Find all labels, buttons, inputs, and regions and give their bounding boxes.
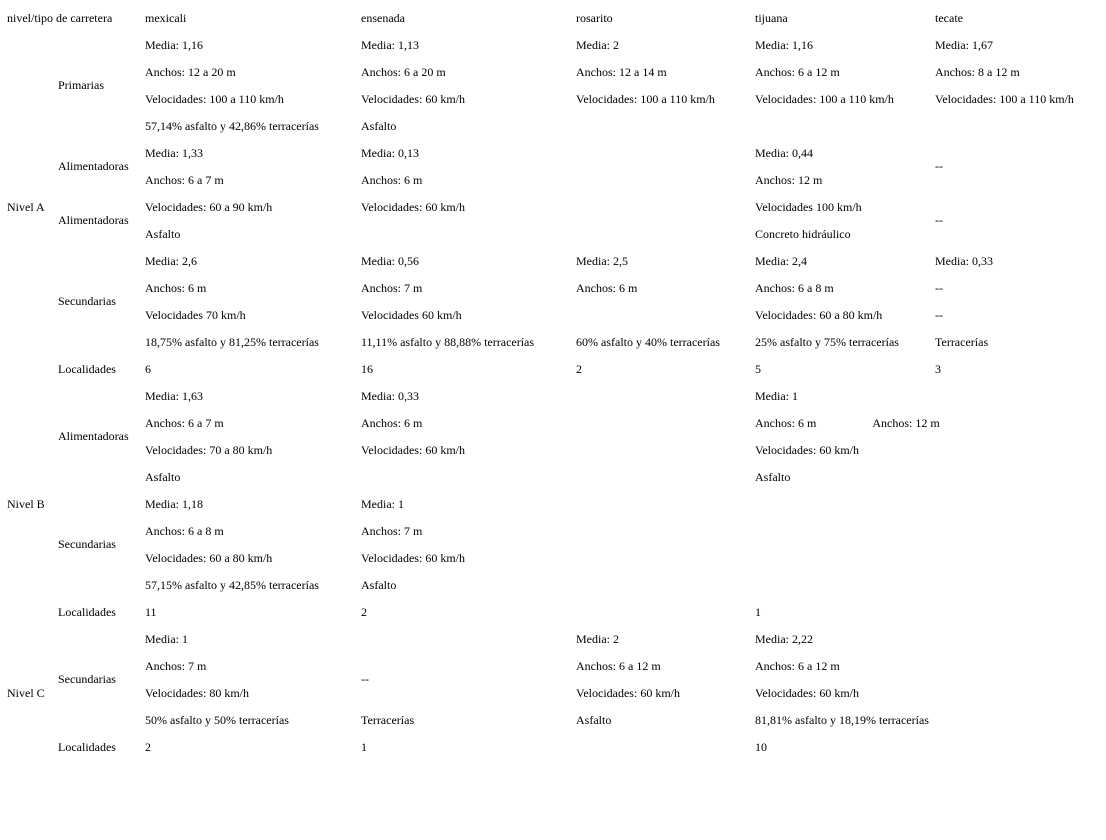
cell-value: Velocidades: 60 km/h [361,551,465,565]
level-label-c: Nivel C [7,686,45,700]
cell-value: Velocidades: 60 a 80 km/h [145,551,273,565]
cell-value: Anchos: 6 a 20 m [361,65,446,79]
cell-value: Anchos: 6 a 12 m [755,65,840,79]
cell-value: 2 [361,605,367,619]
cell-value: 18,75% asfalto y 81,25% terracerías [145,335,319,349]
column-header-mexicali: mexicali [145,11,187,25]
row-label-a-alimentadoras-2: Alimentadoras [58,213,129,227]
cell-value: Velocidades: 80 km/h [145,686,249,700]
cell-value: Asfalto [755,470,791,484]
cell-value: Media: 2,22 [755,632,813,646]
cell-value: Velocidades: 60 a 90 km/h [145,200,273,214]
cell-value: Media: 1,63 [145,389,203,403]
column-header-rosarito: rosarito [576,11,613,25]
cell-value: Anchos: 7 m [145,659,207,673]
cell-value: Media: 2 [576,38,619,52]
cell-value: Velocidades: 60 km/h [361,92,465,106]
cell-value: Velocidades: 60 km/h [755,686,859,700]
cell-value: 5 [755,362,761,376]
cell-value: 1 [361,740,367,754]
cell-value: Media: 0,13 [361,146,419,160]
cell-value: Media: 2,6 [145,254,197,268]
cell-value: 2 [576,362,582,376]
cell-value: Terracerías [361,713,415,727]
cell-value-part: Anchos: 12 m [872,416,940,430]
row-label-c-secundarias: Secundarias [58,672,116,686]
cell-value: 25% asfalto y 75% terracerías [755,335,899,349]
row-label-c-localidades: Localidades [58,740,116,754]
cell-value: 16 [361,362,373,376]
cell-value: Velocidades: 100 a 110 km/h [935,92,1074,106]
cell-value: -- [361,672,369,686]
cell-value: Asfalto [361,578,397,592]
row-label-b-alimentadoras: Alimentadoras [58,429,129,443]
cell-value: Asfalto [145,227,181,241]
cell-value: Velocidades: 100 a 110 km/h [576,92,715,106]
level-label-b: Nivel B [7,497,45,511]
cell-value: Media: 0,44 [755,146,813,160]
cell-value: 3 [935,362,941,376]
cell-value: Asfalto [361,119,397,133]
cell-value: 50% asfalto y 50% terracerías [145,713,289,727]
cell-value: -- [935,213,943,227]
cell-value: Anchos: 6 a 7 m [145,173,224,187]
cell-value: Velocidades: 100 a 110 km/h [755,92,894,106]
cell-value: 81,81% asfalto y 18,19% terracerías [755,713,929,727]
cell-value: Media: 0,56 [361,254,419,268]
cell-value: Media: 2,5 [576,254,628,268]
cell-value: Velocidades: 60 km/h [755,443,859,457]
cell-value: Velocidades 60 km/h [361,308,462,322]
cell-value: Anchos: 6 a 12 m [755,659,840,673]
cell-value: Media: 1,16 [145,38,203,52]
cell-value: 60% asfalto y 40% terracerías [576,335,720,349]
cell-value: Anchos: 12 m [755,173,823,187]
cell-value: 11 [145,605,157,619]
row-label-a-localidades: Localidades [58,362,116,376]
cell-value: Media: 1 [361,497,404,511]
cell-value: Anchos: 7 m [361,524,423,538]
column-header-ensenada: ensenada [361,11,405,25]
cell-value: Media: 1,13 [361,38,419,52]
cell-value: Velocidades 70 km/h [145,308,246,322]
cell-value: 6 [145,362,151,376]
cell-value: Velocidades: 100 a 110 km/h [145,92,284,106]
cell-value: Anchos: 6 m [576,281,638,295]
cell-value: -- [935,281,943,295]
cell-value: Anchos: 6 m [145,281,207,295]
cell-value: Anchos: 12 a 20 m [145,65,236,79]
cell-value: Media: 0,33 [935,254,993,268]
cell-value: Velocidades: 60 a 80 km/h [755,308,883,322]
cell-value: Media: 2 [576,632,619,646]
cell-value: Media: 1 [755,389,798,403]
header-label: nivel/tipo de carretera [7,11,113,25]
cell-value: Media: 2,4 [755,254,807,268]
cell-value: Concreto hidráulico [755,227,851,241]
cell-value: Anchos: 7 m [361,281,423,295]
row-label-b-localidades: Localidades [58,605,116,619]
cell-value: Anchos: 6 a 8 m [755,281,834,295]
column-header-tecate: tecate [935,11,963,25]
cell-value: Asfalto [145,470,181,484]
cell-value: Media: 1,18 [145,497,203,511]
cell-value: Velocidades: 60 km/h [361,443,465,457]
cell-value: Media: 1,33 [145,146,203,160]
cell-value: Asfalto [576,713,612,727]
cell-value: Anchos: 6 a 8 m [145,524,224,538]
cell-value: Anchos: 6 m [361,416,423,430]
cell-value: Anchos: 12 a 14 m [576,65,667,79]
column-header-tijuana: tijuana [755,11,788,25]
cell-value: 1 [755,605,761,619]
cell-value: 10 [755,740,767,754]
cell-value: Velocidades: 60 km/h [576,686,680,700]
row-label-b-secundarias: Secundarias [58,537,116,551]
cell-value: -- [935,308,943,322]
cell-value: Media: 1,67 [935,38,993,52]
cell-value: Terracerías [935,335,989,349]
level-label-a: Nivel A [7,200,45,214]
cell-value: Anchos: 8 a 12 m [935,65,1020,79]
cell-value: Velocidades: 60 km/h [361,200,465,214]
cell-value: -- [935,159,943,173]
cell-value: Media: 0,33 [361,389,419,403]
cell-value: Media: 1,16 [755,38,813,52]
cell-value: 57,14% asfalto y 42,86% terracerías [145,119,319,133]
cell-value: Media: 1 [145,632,188,646]
cell-value: Anchos: 6 m [361,173,423,187]
cell-value: Velocidades: 70 a 80 km/h [145,443,273,457]
row-label-a-alimentadoras-1: Alimentadoras [58,159,129,173]
cell-value: 11,11% asfalto y 88,88% terracerías [361,335,535,349]
cell-value: Velocidades 100 km/h [755,200,862,214]
row-label-a-primarias: Primarias [58,78,104,92]
cell-value [755,416,940,430]
row-label-a-secundarias: Secundarias [58,294,116,308]
cell-value-part: Anchos: 6 m [755,416,817,430]
cell-value: 57,15% asfalto y 42,85% terracerías [145,578,319,592]
cell-value: Anchos: 6 a 12 m [576,659,661,673]
cell-value: 2 [145,740,151,754]
cell-value: Anchos: 6 a 7 m [145,416,224,430]
